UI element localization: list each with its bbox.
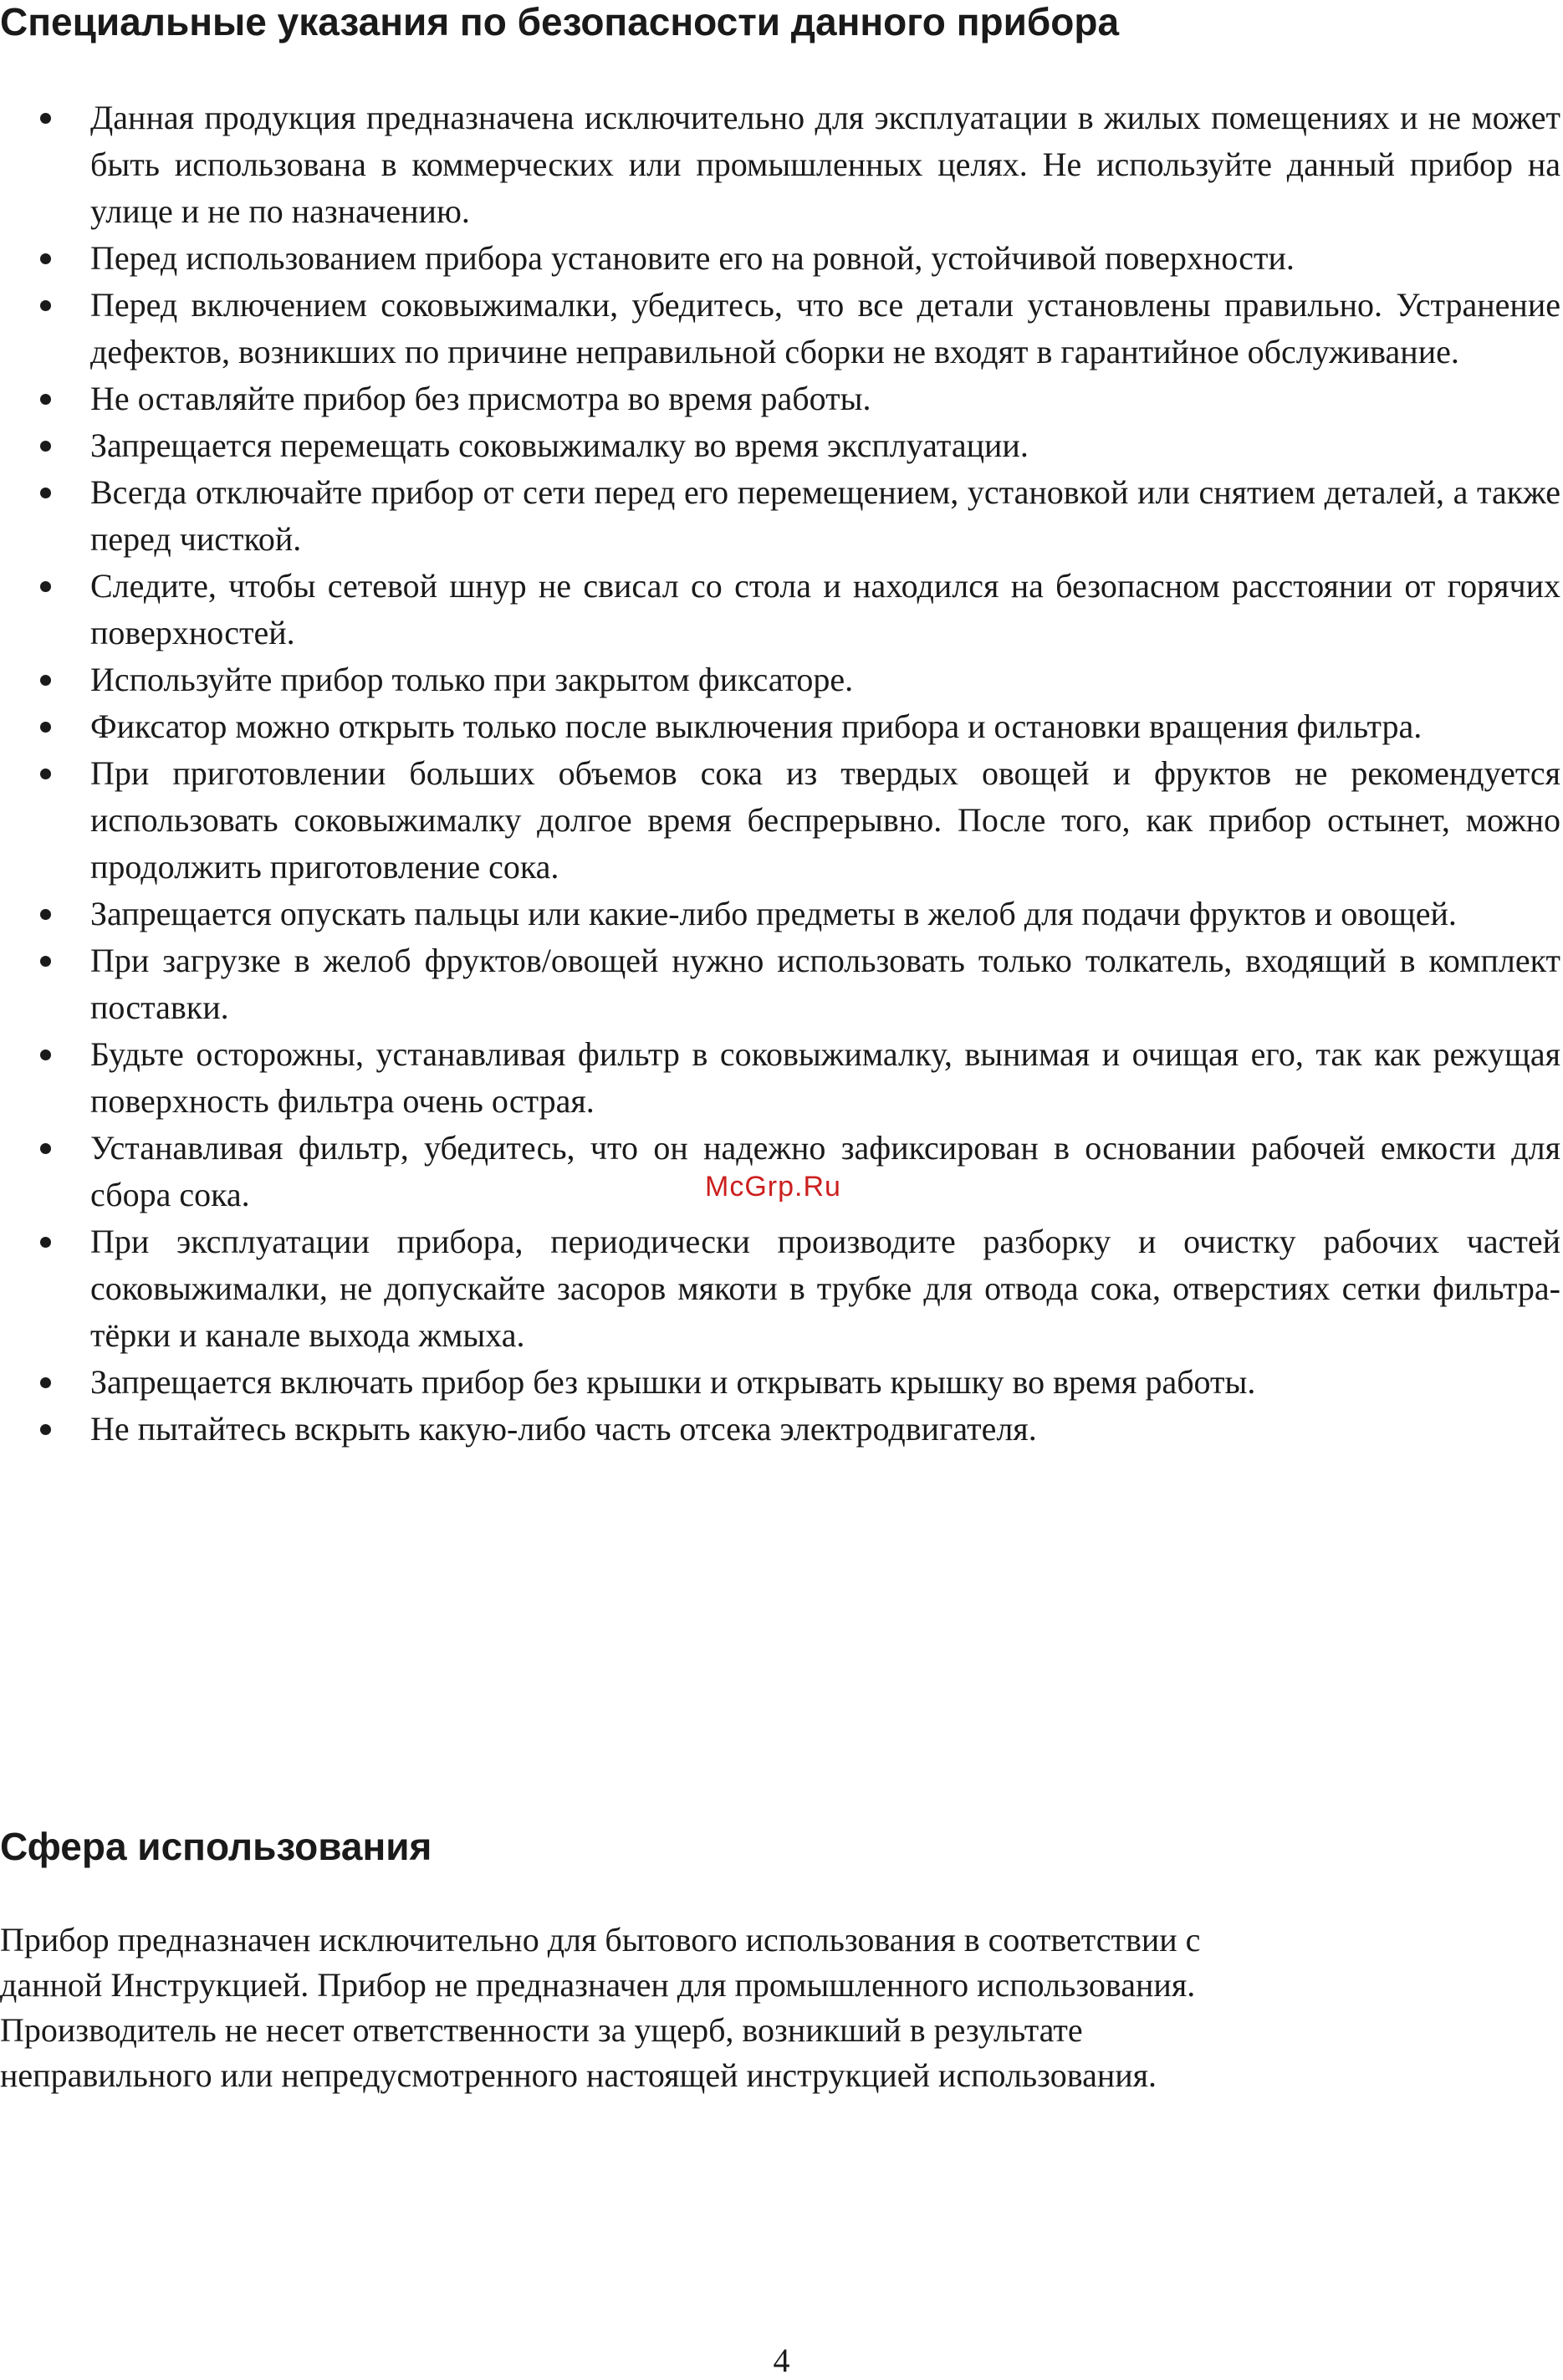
safety-bullet-text: Запрещается включать прибор без крышки и открывать крышку во время работы.	[90, 1363, 1256, 1401]
safety-section-heading: Специальные указания по безопасности данного прибора	[0, 0, 1120, 43]
usage-paragraph-line: неправильного или непредусмотренного настоящей инструкцией использования.	[0, 2056, 1157, 2094]
usage-paragraph	[0, 1918, 1560, 2098]
safety-bullet-item	[0, 656, 1560, 703]
bullet-dot-icon	[40, 253, 51, 264]
safety-bullet-text: Не оставляйте прибор без присмотра во время работы.	[90, 380, 871, 417]
safety-bullet-text: Запрещается перемещать соковыжималку во время эксплуатации.	[90, 426, 1029, 464]
bullet-dot-icon	[40, 488, 51, 498]
usage-paragraph-line: данной Инструкцией. Прибор не предназначен для промышленного использования.	[0, 1966, 1196, 2004]
safety-bullet-text: Следите, чтобы сетевой шнур не свисал со стола и находился на безопасном расстоянии от горячих поверхностей.	[90, 567, 1560, 651]
bullet-dot-icon	[40, 909, 51, 920]
safety-bullet-item	[0, 1031, 1560, 1125]
bullet-dot-icon	[40, 956, 51, 967]
safety-bullet-text: Не пытайтесь вскрыть какую-либо часть отсека электродвигателя.	[90, 1410, 1037, 1448]
safety-bullet-item	[0, 235, 1560, 282]
safety-bullet-text: Фиксатор можно открыть только после выключения прибора и остановки вращения фильтра.	[90, 707, 1423, 745]
safety-bullet-item	[0, 94, 1560, 235]
safety-bullet-item	[0, 469, 1560, 563]
bullet-dot-icon	[40, 113, 51, 124]
safety-bullet-text: Запрещается опускать пальцы или какие-либо предметы в желоб для подачи фруктов и овощей.	[90, 895, 1457, 932]
safety-bullet-text: Перед использованием прибора установите его на ровной, устойчивой поверхности.	[90, 239, 1295, 277]
safety-bullet-item	[0, 1218, 1560, 1359]
bullet-dot-icon	[40, 722, 51, 733]
safety-bullet-item	[0, 750, 1560, 891]
safety-bullet-item	[0, 422, 1560, 469]
safety-bullet-item	[0, 937, 1560, 1031]
page-number: 4	[773, 2342, 790, 2379]
safety-bullet-item	[0, 891, 1560, 937]
safety-bullet-text: При приготовлении больших объемов сока из твердых овощей и фруктов не рекомендуется использовать соковыжималку долгое время беспрерывно. После того, как прибор остынет, можно продолжить приготовление сока.	[90, 754, 1560, 886]
safety-bullet-text: Используйте прибор только при закрытом фиксаторе.	[90, 661, 854, 698]
safety-bullet-text: При эксплуатации прибора, периодически производите разборку и очистку рабочих частей соковыжималки, не допускайте засоров мякоти в трубке для отвода сока, отверстиях сетки фильтра-тёрки и канале выхода жмыха.	[90, 1223, 1560, 1354]
safety-bullet-list	[0, 94, 1560, 1453]
safety-bullet-item	[0, 375, 1560, 422]
safety-bullet-item	[0, 1406, 1560, 1453]
bullet-dot-icon	[40, 1377, 51, 1388]
safety-bullet-item	[0, 282, 1560, 375]
safety-bullet-text: Будьте осторожны, устанавливая фильтр в соковыжималку, вынимая и очищая его, так как режущая поверхность фильтра очень острая.	[90, 1035, 1560, 1120]
bullet-dot-icon	[40, 1050, 51, 1060]
watermark: McGrp.Ru	[705, 1171, 841, 1203]
safety-bullet-text: При загрузке в желоб фруктов/овощей нужно использовать только толкатель, входящий в комплект поставки.	[90, 942, 1560, 1026]
bullet-dot-icon	[40, 1237, 51, 1248]
bullet-dot-icon	[40, 675, 51, 686]
bullet-dot-icon	[40, 1143, 51, 1154]
bullet-dot-icon	[40, 300, 51, 311]
bullet-dot-icon	[40, 1424, 51, 1435]
safety-bullet-text: Данная продукция предназначена исключительно для эксплуатации в жилых помещениях и не может быть использована в коммерческих или промышленных целях. Не используйте данный прибор на улице и не по назначению.	[90, 99, 1560, 230]
safety-bullet-text: Устанавливая фильтр, убедитесь, что он надежно зафиксирован в основании рабочей емкости для сбора сока.	[90, 1129, 1560, 1213]
usage-section-heading: Сфера использования	[0, 1825, 432, 1868]
bullet-dot-icon	[40, 441, 51, 452]
safety-bullet-text: Всегда отключайте прибор от сети перед его перемещением, установкой или снятием деталей, а также перед чисткой.	[90, 473, 1560, 558]
usage-paragraph-line: Производитель не несет ответственности за ущерб, возникший в результате	[0, 2011, 1083, 2049]
safety-bullet-item	[0, 1359, 1560, 1406]
bullet-dot-icon	[40, 769, 51, 779]
safety-bullet-text: Перед включением соковыжималки, убедитесь, что все детали установлены правильно. Устранение дефектов, возникших по причине неправильной сборки не входят в гарантийное обслуживание.	[90, 286, 1560, 370]
bullet-dot-icon	[40, 581, 51, 592]
bullet-dot-icon	[40, 394, 51, 405]
safety-bullet-item	[0, 703, 1560, 750]
safety-bullet-item	[0, 563, 1560, 656]
usage-paragraph-line: Прибор предназначен исключительно для бытового использования в соответствии с	[0, 1921, 1201, 1959]
